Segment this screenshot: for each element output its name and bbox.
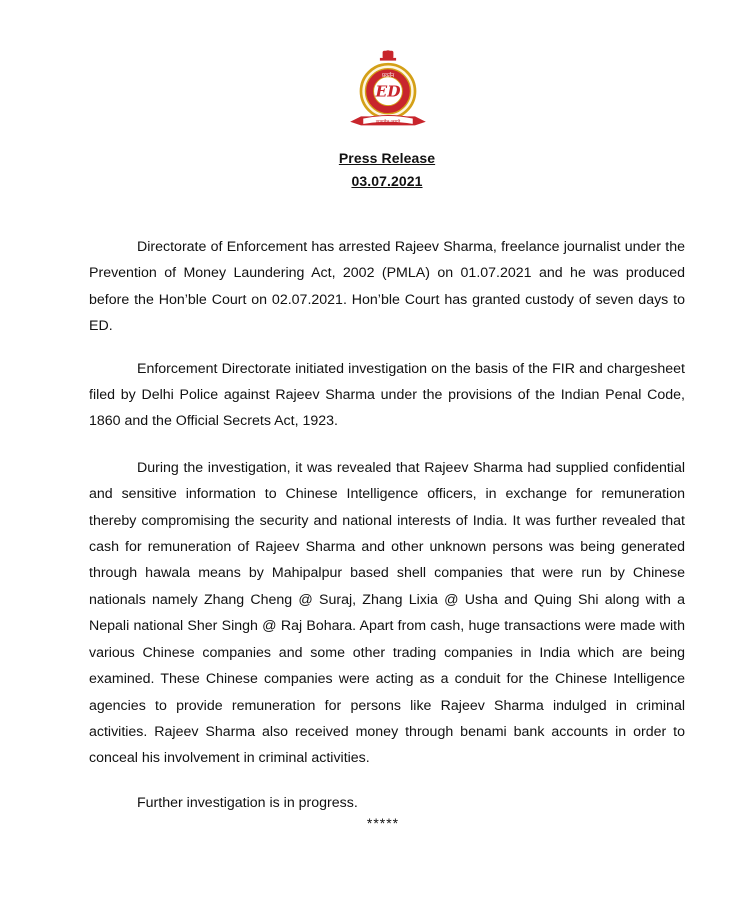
enforcement-directorate-logo — [343, 48, 433, 138]
press-release-body — [89, 234, 685, 836]
paragraph-further-investigation: Further investigation is in progress. — [137, 794, 358, 811]
press-release-date: 03.07.2021 — [351, 173, 423, 189]
lion-capital-icon — [380, 50, 396, 60]
paragraph-investigation-basis: Enforcement Directorate initiated investigation on the basis of the FIR and chargesheet filed by Delhi Police against Rajeev Sharma under the provisions of the Indian Penal Code, 1860 and the Official Secrets Act, 1923. — [89, 360, 685, 430]
paragraph-arrest: Directorate of Enforcement has arrested Rajeev Sharma, freelance journalist under the Prevention of Money Laundering Act, 2002 (PMLA) on 01.07.2021 and he was produced before the Hon’ble Court on 02.07.2021. Hon’ble Court has granted custody of seven days to ED. — [89, 239, 685, 335]
press-release-title: Press Release — [338, 150, 436, 166]
paragraph-findings: During the investigation, it was revealed that Rajeev Sharma had supplied confidential and sensitive information to Chinese Intelligence officers, in exchange for remuneration thereby compromising the security and national interests of India. It was further revealed that cash for remuneration of Rajeev Sharma and other unknown persons was being generated through hawala means by Mahipalpur based shell companies that were run by Chinese nationals namely Zhang Cheng @ Suraj, Zhang Lixia @ Usha and Quing Shi along with a Nepali national Sher Singh @ Raj Bohara. Apart from cash, huge transactions were made with various Chinese companies and some other trading companies in India which are being examined. These Chinese companies were acting as a conduit for the Chinese Intelligence agencies to provide remuneration for persons like Rajeev Sharma indulged in criminal activities. Rajeev Sharma also received money through benami bank accounts in order to conceal his involvement in criminal activities. — [89, 459, 685, 767]
end-mark: ***** — [366, 815, 400, 831]
logo-top-text: प्रवर्तन — [381, 72, 395, 79]
logo-motto: सत्यमेव जयते — [375, 119, 401, 126]
logo-monogram: ED — [375, 82, 401, 101]
